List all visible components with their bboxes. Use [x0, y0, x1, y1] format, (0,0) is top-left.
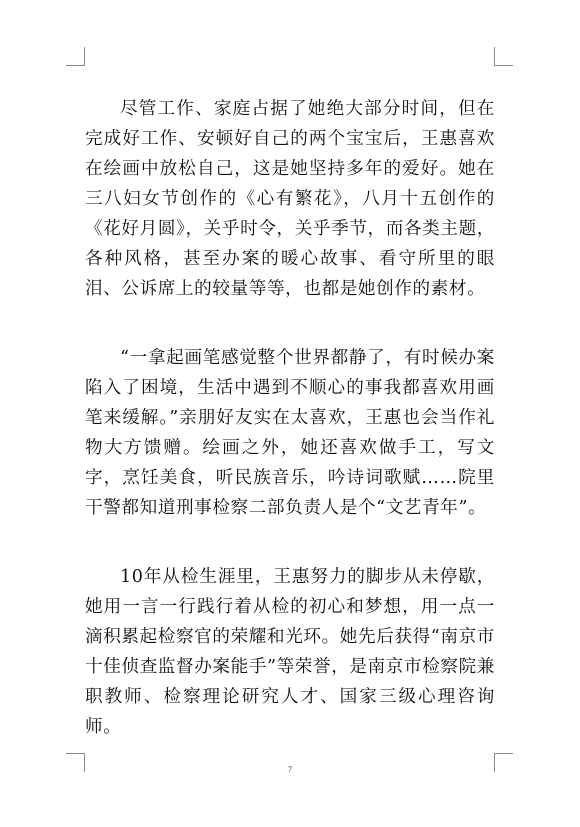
page-number: 7 [288, 765, 292, 774]
body-text [85, 94, 495, 742]
paragraph-3: 10年从检生涯里，王惠努力的脚步从未停歇，她用一言一行践行着从检的初心和梦想，用一点一滴积累起检察官的荣耀和光环。她先后获得“南京市十佳侦查监督办案能手”等荣誉，是南京市检察院兼职教师、检察理论研究人才、国家三级心理咨询师。 [85, 567, 495, 737]
paragraph-1: 尽管工作、家庭占据了她绝大部分时间，但在完成好工作、安顿好自己的两个宝宝后，王惠喜欢在绘画中放松自己，这是她坚持多年的爱好。她在三八妇女节创作的《心有繁花》，八月十五创作的《花好月圆》，关乎时令，关乎季节，而各类主题，各种风格，甚至办案的暖心故事、看守所里的眼泪、公诉席上的较量等等，也都是她创作的素材。 [85, 99, 495, 299]
crop-mark-top-right [494, 47, 513, 66]
paragraph-2: “一拿起画笔感觉整个世界都静了，有时候办案陷入了困境，生活中遇到不顺心的事我都喜欢用画笔来缓解。”亲朋好友实在太喜欢，王惠也会当作礼物大方馈赠。绘画之外，她还喜欢做手工，写文字，烹饪美食，听民族音乐，吟诗词歌赋……院里干警都知道刑事检察二部负责人是个“文艺青年”。 [85, 348, 495, 518]
crop-mark-top-left [66, 47, 85, 66]
